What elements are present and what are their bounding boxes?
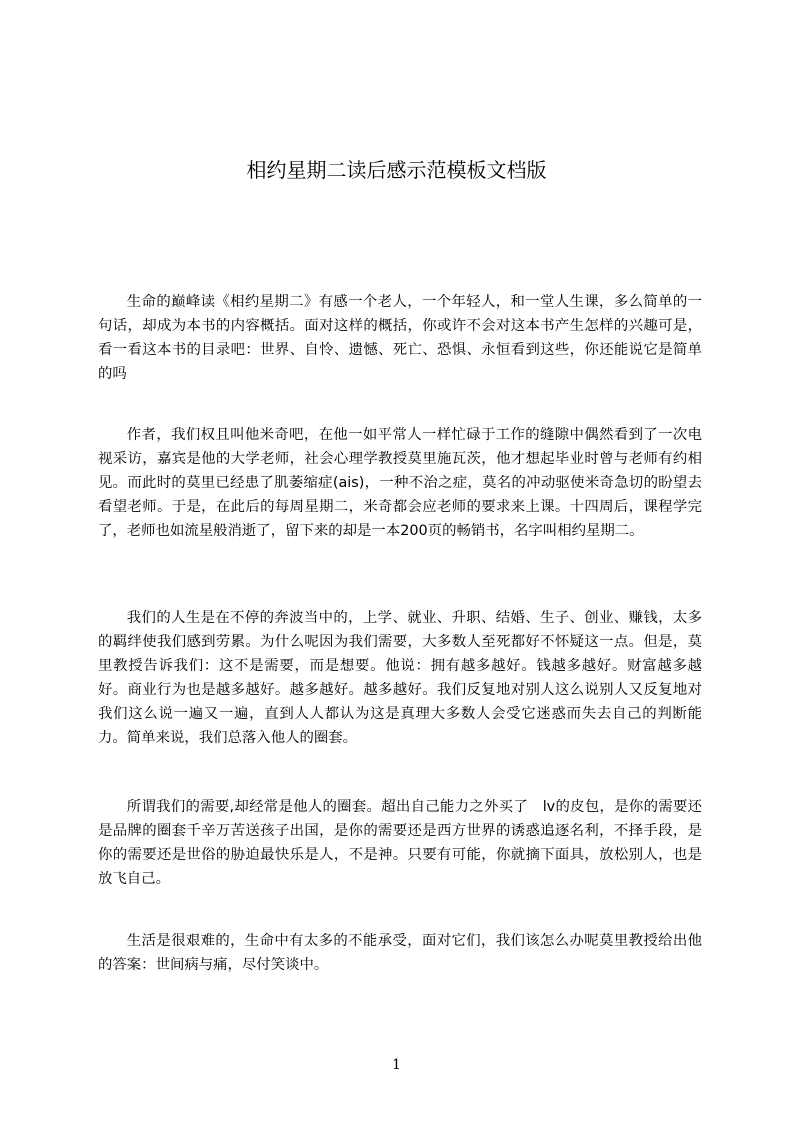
body-paragraph-1: 生命的巅峰读《相约星期二》有感一个老人，一个年轻人，和一堂人生课，多么简单的一句话，却成为本书的内容概括。面对这样的概括，你或许不会对这本书产生怎样的兴趣可是，看一看这本书的目录吧：世界、自怜、遗憾、死亡、恐惧、永恒看到这些，你还能说它是简单的吗: [98, 294, 702, 382]
body-paragraph-2: 作者，我们权且叫他米奇吧，在他一如平常人一样忙碌于工作的缝隙中偶然看到了一次电视采访，嘉宾是他的大学老师，社会心理学教授莫里施瓦茨，他才想起毕业时曾与老师有约相见。而此时的莫里已经患了肌萎缩症(ais)，一种不治之症，莫名的冲动驱使米奇急切的盼望去看望老师。于是，在此后的每周星期二，米奇都会应老师的要求来上课。十四周后，课程学完了，老师也如流星般消逝了，留下来的却是一本200页的畅销书，名字叫相约星期二。: [98, 427, 702, 539]
body-paragraph-4: 所谓我们的需要,却经常是他人的圈套。超出自己能力之外买了 lv的皮包，是你的需要还是品牌的圈套千辛万苦送孩子出国，是你的需要还是西方世界的诱惑追逐名利，不择手段，是你的需要还是世俗的胁迫最快乐是人，不是神。只要有可能，你就摘下面具，放松别人，也是放飞自己。: [98, 799, 702, 887]
page-number: 1: [392, 1057, 401, 1073]
body-paragraph-3: 我们的人生是在不停的奔波当中的，上学、就业、升职、结婚、生子、创业、赚钱，太多的羁绊使我们感到劳累。为什么呢因为我们需要，大多数人至死都好不怀疑这一点。但是，莫里教授告诉我们：这不是需要，而是想要。他说：拥有越多越好。钱越多越好。财富越多越好。商业行为也是越多越好。越多越好。越多越好。我们反复地对别人这么说别人又反复地对我们这么说一遍又一遍，直到人人都认为这是真理大多数人会受它迷惑而失去自己的判断能力。简单来说，我们总落入他人的圈套。: [98, 610, 702, 746]
page-title: 相约星期二读后感示范模板文档版: [246, 158, 547, 183]
body-paragraph-5: 生活是很艰难的，生命中有太多的不能承受，面对它们，我们该怎么办呢莫里教授给出他的答案：世间病与痛，尽付笑谈中。: [98, 933, 702, 973]
